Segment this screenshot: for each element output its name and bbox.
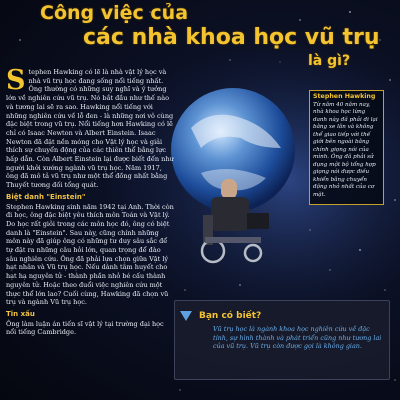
title-line-2: các nhà khoa học vũ trụ [83,25,380,50]
did-you-know-label: Bạn có biết? [199,311,262,321]
sidebar-box [309,90,384,205]
drop-cap: S [6,68,26,96]
did-you-know-body: Vũ trụ học là ngành khoa học nghiên cứu về đặc tính, sự hình thành và phát triển cũng như tương lai của vũ trụ. Vũ trụ còn được gọi là không gian. [213,325,382,351]
article-paragraph: Stephen Hawking sinh năm 1942 tại Anh. Thời còn đi học, ông đặc biệt yêu thích môn Toán và Vật lý. Do học rất giỏi trong các môn học đó, ông có biệt danh là "Einstein". Sau này, cũng chính những môn này đã giúp ông có những tư duy sâu sắc để tự đặt ra những câu hỏi lớn, quan trọng để đào sâu nghiên cứu. Ông đã phải lựa chọn giữa Vật lý hạt nhân và Vũ trụ học. Nếu dành tâm huyết cho hạt hạ nguyên tử - thành phần nhỏ bé cấu thành nguyên tử. Hoặc theo đuổi việc nghiên cứu một thực thể lớn lao? Cuối cùng, Hawking đã chọn vũ trụ và ngành Vũ trụ học. [6,202,174,307]
article-paragraph: Ông làm luận án tiến sĩ vật lý tại trường đại học nổi tiếng Cambridge. [6,319,164,337]
did-you-know-header [180,311,261,321]
section-heading: Tin xấu [6,309,35,318]
title-line-1: Công việc của [40,2,189,24]
wheelchair-figure [195,175,275,265]
sidebar-body: Từ năm 40 năm nay, nhà khoa học lừng danh này đã phải đi lại bằng xe lăn và không thể giao tiếp với thế giới bên ngoài bằng chính giọng nói của mình. Ông đã phải sử dụng một bộ tổng hợp giọng nói được điều khiển bằng chuyển động nhỏ nhất của cơ mặt. [313,101,378,198]
did-you-know-box [174,300,390,380]
sidebar-title: Stephen Hawking [313,93,376,100]
article-paragraph: tephen Hawking có lẽ là nhà vật lý học và nhà vũ trụ học đang sống nổi tiếng nhất. Ông thường có những suy nghĩ và ý tưởng lớn về nghiên cứu vũ trụ. Nó bắt đầu như thế nào và tương lai sẽ ra sao. Hawking nổi tiếng với những nghiên cứu về lỗ đen - là những nơi vô cùng đặc biệt trong vũ trụ. Nổi tiếng hơn Hawking có lẽ chỉ có Isaac Newton và Albert Einstein. Isaac Newton đã đặt nền móng cho Vật lý học và giải thích sự chuyển động của các thiên thể bằng lực hấp dẫn. Còn Albert Einstein lại được biết đến như người khởi xướng ngành vũ trụ học. Năm 1917, ông đã mô tả vũ trụ như một thể đồng nhất bằng Thuyết tương đối tổng quát. [6,68,174,190]
arrow-down-icon [180,311,192,321]
title-line-3: là gì? [308,53,351,69]
section-heading: Biệt danh "Einstein" [6,192,86,201]
article-column [6,68,174,400]
